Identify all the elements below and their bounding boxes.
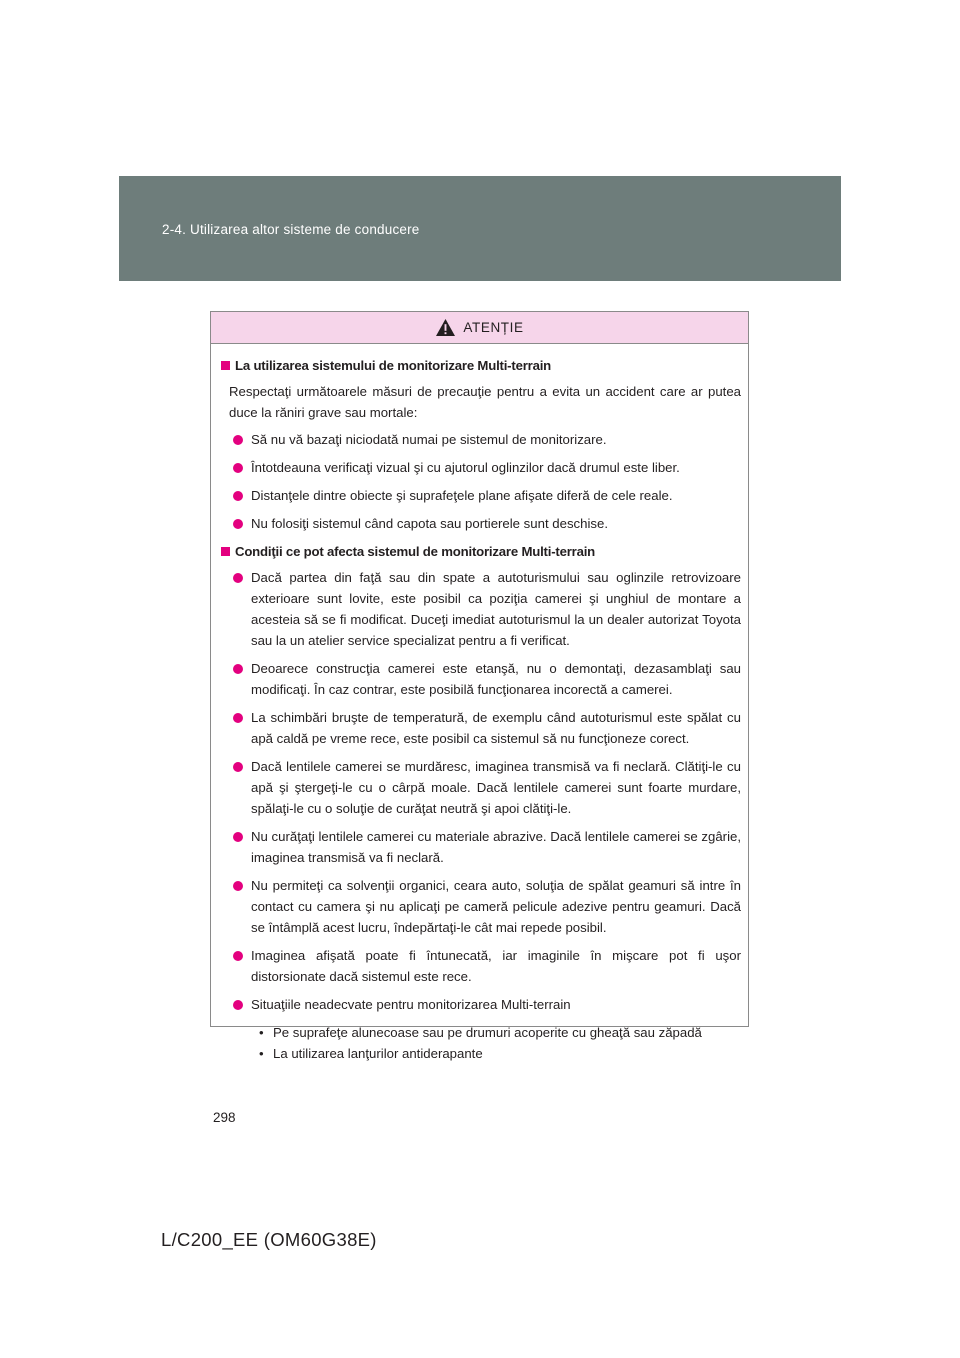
section-header-bar — [119, 176, 841, 281]
list-item — [221, 513, 741, 534]
list-item-text: Imaginea afişată poate fi întunecată, iar imaginile în mişcare pot fi uşor distorsionate dacă sistemul este rece. — [251, 948, 741, 984]
section-heading — [221, 355, 741, 376]
small-dot-marker: • — [259, 1046, 264, 1061]
sub-list-item-text: La utilizarea lanţurilor antiderapante — [273, 1046, 483, 1061]
warning-triangle-icon — [435, 318, 456, 337]
document-code: L/C200_EE (OM60G38E) — [161, 1229, 377, 1250]
page-number: 298 — [213, 1110, 236, 1125]
circle-bullet-icon — [233, 832, 243, 842]
circle-bullet-icon — [233, 713, 243, 723]
warning-box — [210, 311, 749, 1061]
circle-bullet-icon — [233, 762, 243, 772]
circle-bullet-icon — [233, 519, 243, 529]
circle-bullet-icon — [233, 435, 243, 445]
list-item-text: Dacă lentilele camerei se murdăresc, imaginea transmisă va fi neclară. Clătiţi-le cu apă şi ştergeţi-le cu o cârpă moale. Dacă lentilele camerei sunt foarte murdare, spălaţi-le cu o soluţie de curăţat neutră şi apoi clătiţi-le. — [251, 759, 741, 816]
list-item — [221, 945, 741, 987]
list-item-text: Întotdeauna verificaţi vizual şi cu ajutorul oglinzilor dacă drumul este liber. — [251, 460, 680, 475]
sub-list-item — [221, 1043, 741, 1064]
list-item — [221, 485, 741, 506]
circle-bullet-icon — [233, 573, 243, 583]
list-item — [221, 756, 741, 819]
sub-list-item-text: Pe suprafeţe alunecoase sau pe drumuri acoperite cu gheaţă sau zăpadă — [273, 1025, 702, 1040]
warning-title: ATENȚIE — [463, 320, 524, 335]
circle-bullet-icon — [233, 463, 243, 473]
circle-bullet-icon — [233, 951, 243, 961]
list-item — [221, 429, 741, 450]
small-dot-marker: • — [259, 1025, 264, 1040]
list-item-text: La schimbări bruşte de temperatură, de exemplu când autoturismul este spălat cu apă caldă pe vreme rece, este posibil ca sistemul să nu funcţioneze corect. — [251, 710, 741, 746]
section-title: 2-4. Utilizarea altor sisteme de conducere — [162, 222, 420, 237]
intro-paragraph: Respectaţi următoarele măsuri de precauţie pentru a evita un accident care ar putea duce la răniri grave sau mortale: — [229, 384, 741, 420]
list-item-text: Deoarece construcţia camerei este etanşă, nu o demontaţi, dezasamblaţi sau modificaţi. În caz contrar, este posibilă funcţionarea incorectă a camerei. — [251, 661, 741, 697]
list-item-text: Nu permiteţi ca solvenţii organici, ceara auto, soluţia de spălat geamuri să intre în contact cu camera şi nu aplicaţi pe cameră pelicule adezive pentru geamuri. Dacă se întâmplă acest lucru, îndepărtaţi-le cât mai repede posibil. — [251, 878, 741, 935]
list-item — [221, 567, 741, 651]
sub-list-item — [221, 1022, 741, 1043]
square-bullet-icon — [221, 361, 230, 370]
list-item — [221, 658, 741, 700]
list-item — [221, 826, 741, 868]
list-item-text: Situaţiile neadecvate pentru monitorizarea Multi-terrain — [251, 997, 571, 1012]
list-item-text: Să nu vă bazaţi niciodată numai pe sistemul de monitorizare. — [251, 432, 607, 447]
list-item — [221, 994, 741, 1015]
list-item-text: Nu folosiţi sistemul când capota sau portierele sunt deschise. — [251, 516, 608, 531]
list-item — [221, 707, 741, 749]
circle-bullet-icon — [233, 664, 243, 674]
warning-header — [211, 312, 748, 344]
warning-body — [211, 344, 748, 1064]
circle-bullet-icon — [233, 491, 243, 501]
list-item — [221, 457, 741, 478]
list-item — [221, 875, 741, 938]
list-item-text: Dacă partea din faţă sau din spate a autoturismului sau oglinzile retrovizoare exterioare sunt lovite, este posibil ca poziţia camerei şi unghiul de montare a acesteia să se fi modificat. Duceţi imediat autoturismul la un dealer autorizat Toyota sau la un atelier service specializat pentru a fi verificat. — [251, 570, 741, 648]
list-item-text: Distanţele dintre obiecte şi suprafeţele plane afişate diferă de cele reale. — [251, 488, 673, 503]
section-heading-text: Condiţii ce pot afecta sistemul de monitorizare Multi-terrain — [235, 544, 596, 559]
circle-bullet-icon — [233, 1000, 243, 1010]
section-heading — [221, 541, 741, 562]
square-bullet-icon — [221, 547, 230, 556]
list-item-text: Nu curăţaţi lentilele camerei cu materiale abrazive. Dacă lentilele camerei se zgârie, imaginea transmisă va fi neclară. — [251, 829, 741, 865]
section-heading-text: La utilizarea sistemului de monitorizare Multi-terrain — [235, 358, 552, 373]
circle-bullet-icon — [233, 881, 243, 891]
